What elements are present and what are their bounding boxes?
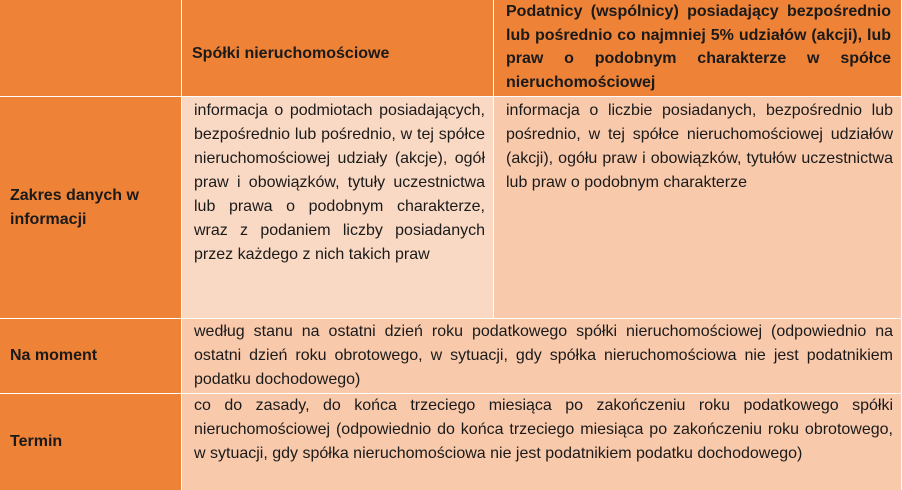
row-label-deadline: Termin — [0, 394, 182, 490]
header-companies-label: Spółki nieruchomościowe — [192, 45, 390, 62]
header-cell-companies — [182, 0, 494, 97]
row-label-scope: Zakres danych w informacji — [0, 97, 182, 319]
row-label-moment: Na moment — [0, 319, 182, 394]
row-deadline-merged: co do zasady, do końca trzeciego miesiąca po zakończeniu roku podatkowego spółki nieruchomościowej (odpowiednio do końca trzeciego miesiąca po zakończeniu roku obrotowego, w sytuacji, gdy spółka nieruchomościowa nie jest podatnikiem podatku dochodowego) — [182, 394, 902, 490]
header-taxpayers-label: Podatnicy (wspólnicy) posiadający bezpośrednio lub pośrednio co najmniej 5% udziałów (akcji), lub praw o podobnym charakterze w spółce nieruchomościowej — [506, 3, 891, 91]
row-scope-companies: informacja o podmiotach posiadających, bezpośrednio lub pośrednio, w tej spółce nieruchomościowej udziały (akcje), ogół praw i obowiązków, tytuły uczestnictwa lub prawa o podobnym charakterze, wraz z podaniem liczby posiadanych przez każdego z nich takich praw — [182, 97, 494, 319]
row-moment-merged: według stanu na ostatni dzień roku podatkowego spółki nieruchomościowej (odpowiednio na ostatni dzień roku obrotowego, w sytuacji, gdy spółka nieruchomościowa nie jest podatnikiem podatku dochodowego) — [182, 319, 902, 394]
header-cell-empty — [0, 0, 182, 97]
row-scope-taxpayers: informacja o liczbie posiadanych, bezpośrednio lub pośrednio, w tej spółce nieruchomościowej udziałów (akcji), ogółu praw i obowiązków, tytułów uczestnictwa lub praw o podobnym charakterze — [494, 97, 902, 319]
header-cell-taxpayers — [494, 0, 902, 97]
